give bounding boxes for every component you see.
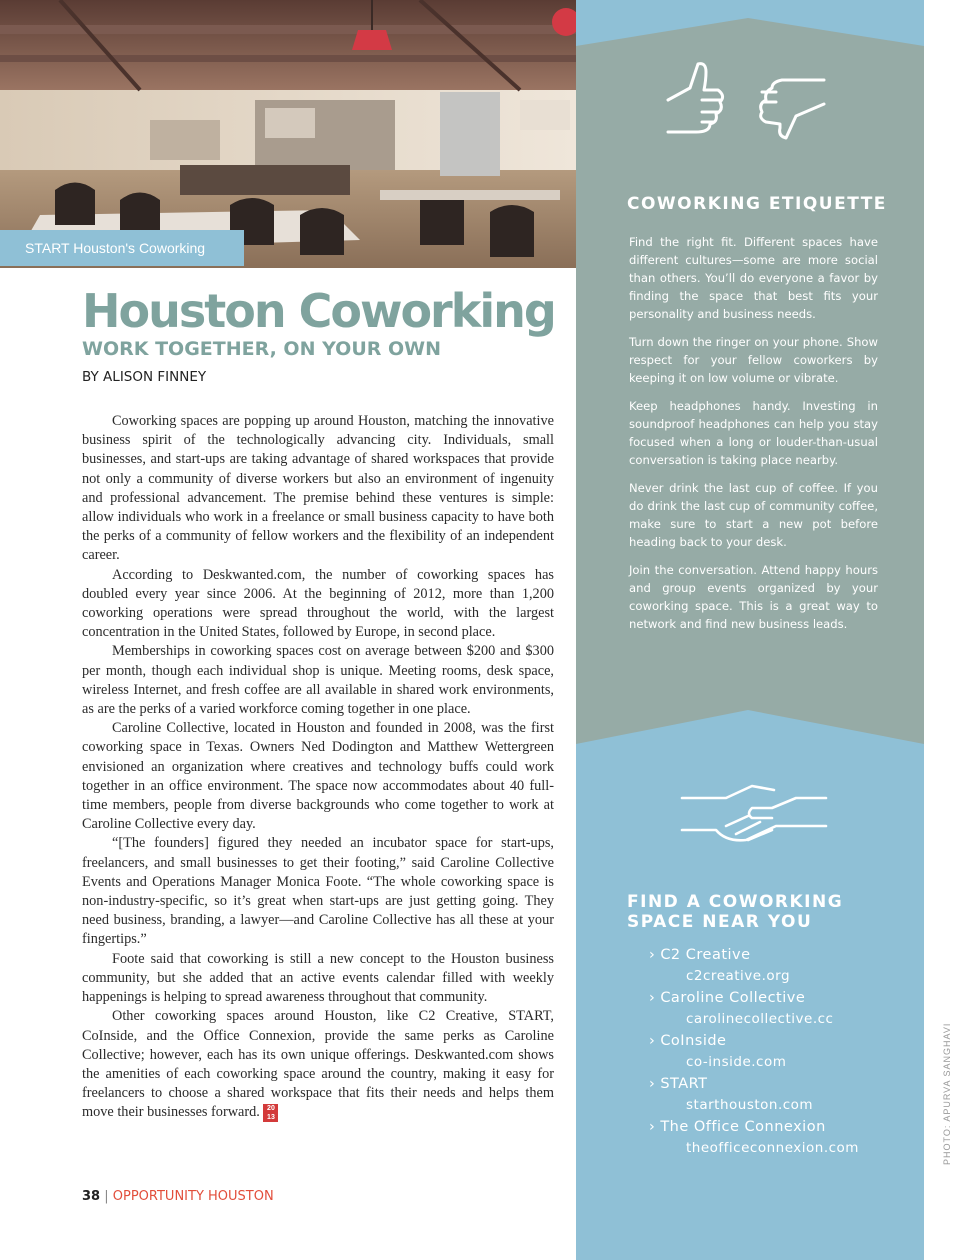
- etiquette-tip: Keep headphones handy. Investing in soundproof headphones can help you stay focused when a long or louder-than-usual conversation is taking place nearby.: [629, 399, 878, 467]
- location-url[interactable]: theofficeconnexion.com: [686, 1140, 859, 1156]
- etiquette-tip: Turn down the ringer on your phone. Show respect for your fellow coworkers by keeping it on low volume or vibrate.: [629, 335, 878, 385]
- photo-credit: [926, 1022, 952, 1170]
- location-list: [649, 945, 909, 1160]
- chevron-right-icon: ›: [649, 947, 656, 963]
- location-url[interactable]: carolinecollective.cc: [686, 1011, 834, 1027]
- location-name: Caroline Collective: [660, 990, 806, 1006]
- chevron-right-icon: ›: [649, 1033, 656, 1049]
- chevron-right-icon: ›: [649, 1119, 656, 1135]
- page-footer: [82, 1189, 274, 1204]
- list-item: [649, 1074, 909, 1117]
- find-space-heading-line1: FIND A COWORKING: [627, 892, 844, 912]
- etiquette-tip: Find the right fit. Different spaces have different cultures—some are more social than others. You’ll do everyone a favor by finding the space that best fits your personality and business needs.: [629, 235, 878, 321]
- etiquette-tip: Join the conversation. Attend happy hours and group events organized by your coworking space. This is a great way to network and find new business leads.: [629, 563, 878, 631]
- location-url[interactable]: c2creative.org: [686, 968, 791, 984]
- chevron-right-icon: ›: [649, 990, 656, 1006]
- list-item: [649, 945, 909, 988]
- etiquette-tips: [629, 233, 878, 643]
- body-paragraph-last: [82, 1007, 554, 1122]
- body-paragraph: Coworking spaces are popping up around Houston, matching the innovative business spirit of the technologically advancing city. Individuals, small businesses, and start-ups are taking advantage of shared workspaces that provide not only a community of diverse workers but also an environment of ingenuity and professional advancement. The premise behind these ventures is simple: allow individuals who work in a freelance or small business capacity to have both the perks of a community of fellow workers and the flexibility of an independent career.: [82, 413, 554, 564]
- hero-photo: [0, 0, 576, 292]
- photo-caption: START Houston's Coworking Space: [0, 230, 244, 266]
- location-name: C2 Creative: [660, 947, 751, 963]
- body-paragraph: “[The founders] figured they needed an incubator space for start-ups, freelancers, and small businesses to get their footing,” said Caroline Collective Events and Operations Manager Monica Foote. “The whole coworking space is non-industry-specific, so it’s great when start-ups are just getting going. They need business, branding, a lawyer—and Caroline Collective has all these at your fingertips.”: [82, 835, 554, 948]
- article-body: [82, 412, 554, 1123]
- find-space-heading-line2: SPACE NEAR YOU: [627, 912, 813, 932]
- page-number: 38: [82, 1189, 101, 1204]
- photo-credit-text: PHOTO: APURVA SANGHAVI: [942, 1022, 952, 1165]
- list-item: [649, 1117, 909, 1160]
- footer-separator: |: [104, 1189, 109, 1204]
- chevron-right-icon: ›: [649, 1076, 656, 1092]
- byline: BY ALISON FINNEY: [82, 369, 207, 385]
- office-photo-illustration: [0, 0, 576, 268]
- publication-name: OPPORTUNITY HOUSTON: [112, 1189, 274, 1204]
- body-paragraph: Caroline Collective, located in Houston and founded in 2008, was the first coworking space in Texas. Owners Ned Dodington and Matthew Wettergreen envisioned an organization where creatives and technology buffs could work together in an office environment. The space now accommodates about 40 full-time members, people from diverse backgrounds who come together to work at Caroline Collective every day.: [82, 720, 554, 833]
- body-paragraph: Memberships in coworking spaces cost on average between $200 and $300 per month, though each individual shop is unique. Meeting rooms, desk space, wireless Internet, and fresh coffee are all available in shared work environments, as are the perks of a varied workforce coming together in one place.: [82, 643, 554, 718]
- list-item: [649, 988, 909, 1031]
- body-paragraph: Foote said that coworking is still a new concept to the Houston business community, but she added that an active events calendar filled with weekly happenings is helping to spread awareness throughout that community.: [82, 950, 554, 1006]
- body-paragraph: According to Deskwanted.com, the number of coworking spaces has doubled every year since 2006. At the beginning of 2012, more than 1,200 coworking operations were spread throughout the world, with the largest concentration in the United States, followed by Europe, in second place.: [82, 566, 554, 641]
- location-name: The Office Connexion: [660, 1119, 826, 1135]
- body-paragraph-text: Other coworking spaces around Houston, like C2 Creative, START, CoInside, and the Office Connexion, provide the same perks as Caroline Collective; however, each has its own unique offerings. Deskwanted.com shows the amenities of each coworking space around the country, making it easy for freelancers to choose a shared workspace that fits their needs and helps them move their businesses forward.: [82, 1008, 554, 1121]
- etiquette-heading: COWORKING ETIQUETTE: [627, 194, 887, 214]
- etiquette-tip: Never drink the last cup of coffee. If you do drink the last cup of community coffee, make sure to start a new pot before heading back to your desk.: [629, 481, 878, 549]
- end-mark-icon: 20 13: [263, 1104, 278, 1122]
- location-name: START: [660, 1076, 708, 1092]
- find-space-heading: [627, 892, 843, 932]
- location-url[interactable]: co-inside.com: [686, 1054, 787, 1070]
- location-name: CoInside: [660, 1033, 727, 1049]
- location-url[interactable]: starthouston.com: [686, 1097, 814, 1113]
- article-title: Houston Coworking: [82, 284, 555, 338]
- list-item: [649, 1031, 909, 1074]
- article-subtitle: WORK TOGETHER, ON YOUR OWN: [82, 338, 442, 360]
